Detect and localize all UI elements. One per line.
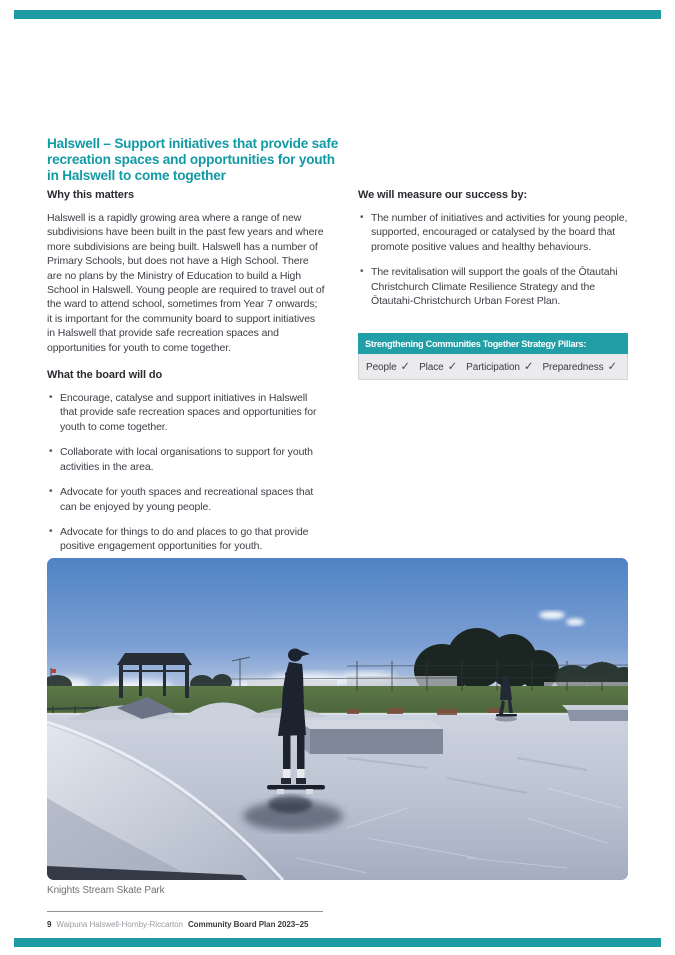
pillar-label: People [366,362,397,373]
plan-title: Community Board Plan 2023–25 [187,920,309,929]
board-actions-list [47,391,325,554]
page-title [47,136,392,184]
photo-caption: Knights Stream Skate Park [47,885,165,896]
skatepark-photo [47,558,628,880]
pillar-label: Preparedness [542,362,604,373]
why-this-matters-paragraph: Halswell is a rapidly growing area where a range of new subdivisions have been built in the past few years and where more subdivisions are being built. Halswell has a number of Primary Schools, but does not have a High School. There are no plans by the Ministry of Education to build a High School in Halswell. Young people are required to travel out of the ward to attend school, sometimes from Year 7 onwards; it is important for the community board to support initiatives in Halswell that provide safe recreation spaces and opportunities for youth to come together. [47,212,325,354]
list-item: • The number of initiatives and activities for young people, supported, encouraged or catalysed by the board that promote positive values and healthy behaviours. [358,211,629,254]
check-icon: ✓ [523,361,534,373]
strategy-pillars-banner: Strengthening Communities Together Strategy Pillars: [358,333,628,354]
check-icon: ✓ [607,361,618,373]
what-board-will-do-heading: What the board will do [47,369,163,382]
list-item: • Collaborate with local organisations to support for youth activities in the area. [47,445,325,474]
pillar-place [419,359,457,373]
measure-success-heading: We will measure our success by: [358,189,528,201]
pillar-preparedness [542,359,617,373]
right-column [358,189,629,319]
check-icon: ✓ [447,361,458,373]
page-footer [47,920,308,929]
list-item: • The revitalisation will support the goals of the Ōtautahi Christchurch Climate Resilience Strategy and the Ōtautahi-Christchurch Urban Forest Plan. [358,265,629,308]
board-name: Waipuna Halswell-Hornby-Riccarton [56,920,183,929]
list-item: • Advocate for things to do and places to go that provide positive engagement opportunities for youth. [47,525,325,554]
why-this-matters-heading: Why this matters [47,189,135,201]
top-accent-bar [14,10,661,19]
pillar-label: Participation [466,362,520,373]
list-item: • Encourage, catalyse and support initiatives in Halswell that provide safe recreation spaces and opportunities for youth to come together. [47,391,325,434]
list-item: • Advocate for youth spaces and recreational spaces that can be enjoyed by young people. [47,485,325,514]
pillar-participation [466,359,533,373]
strategy-pillars-row [358,354,628,380]
pillar-people [366,359,410,373]
check-icon: ✓ [400,361,411,373]
left-column [47,189,325,565]
measure-success-list [358,211,629,308]
page-title-line: Halswell – Support initiatives that provide safe [47,136,339,151]
strategy-pillars-panel [358,333,628,380]
pillar-label: Place [419,362,444,373]
page-title-line: recreation spaces and opportunities for youth [47,152,335,167]
bottom-accent-bar [14,938,661,947]
page-number: 9 [47,920,52,929]
page-title-line: in Halswell to come together [47,168,226,183]
footer-divider [47,911,323,912]
